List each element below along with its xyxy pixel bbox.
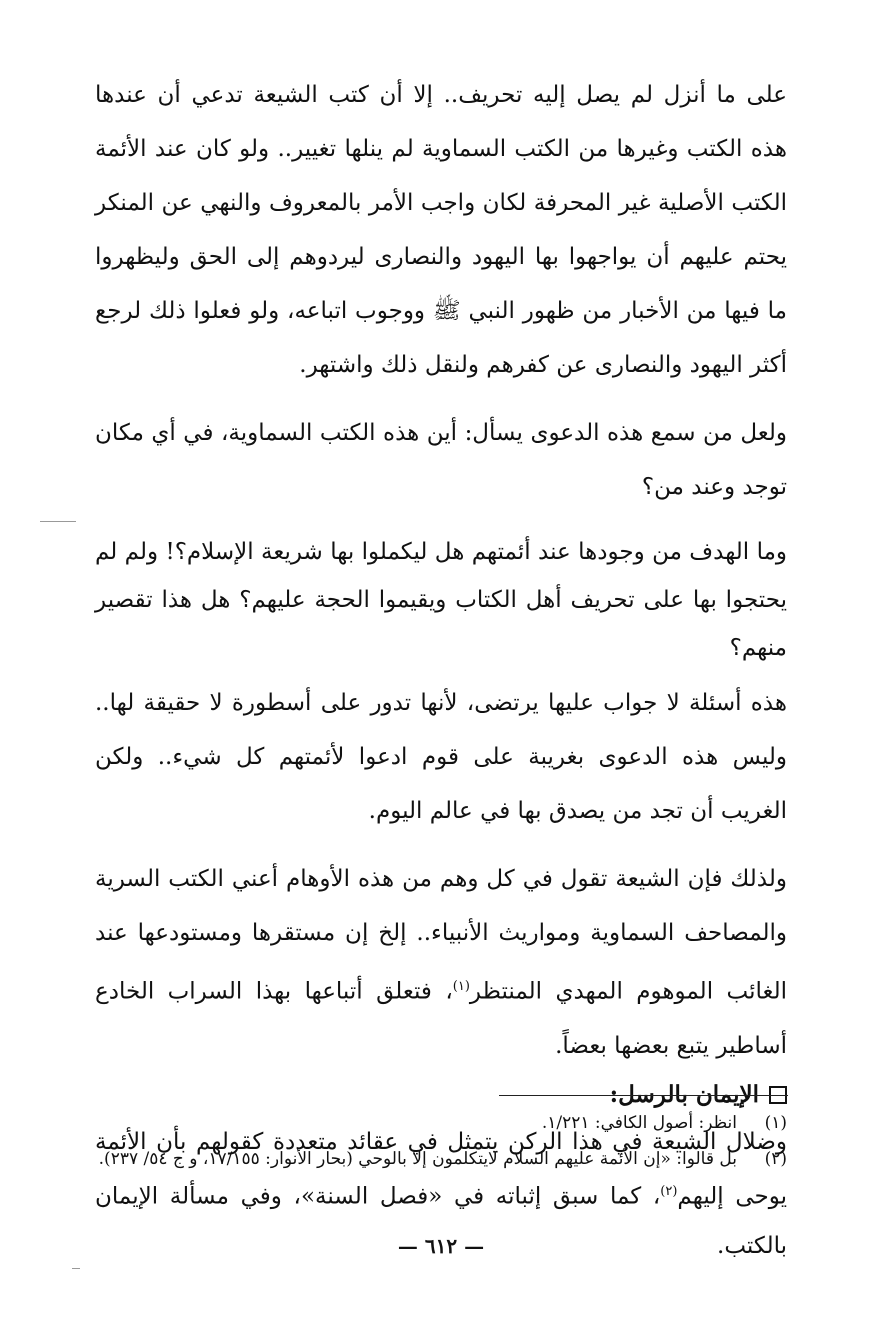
page-number: — ٦١٢ — <box>397 1234 485 1258</box>
paragraph-5-text: ولذلك فإن الشيعة تقول في كل وهم من هذه الأوهام أعني الكتب السرية والمصاحف السماوية ومواريث الأنبياء.. إلخ إن مستقرها ومستودعها عند الغائب الموهوم المهدي المنتظر <box>95 866 787 1005</box>
paragraph-1: على ما أنزل لم يصل إليه تحريف.. إلا أن كتب الشيعة تدعي أن عندها هذه الكتب وغيرها من الكتب السماوية لم ينلها تغيير.. ولو كان عند الأئمة الكتب الأصلية غير المحرفة لكان واجب الأمر بالمعروف والنهي عن المنكر يحتم عليهم أن يواجهوا بها اليهود والنصارى ليردوهم إلى الحق وليظهروا ما فيها من الأخبار من ظهور النبي ﷺ ووجوب اتباعه، ولو فعلوا ذلك لرجع أكثر اليهود والنصارى عن كفرهم ولنقل ذلك واشتهر. <box>95 82 787 378</box>
section-heading-text: الإيمان بالرسل: <box>609 1080 759 1108</box>
scan-mark <box>72 1268 80 1269</box>
body-text <box>95 68 787 1271</box>
footnote-1 <box>95 1105 787 1141</box>
paragraph-6-text-end: ، كما سبق إثباته في «فصل السنة»، وفي مسألة الإيمان بالكتب. <box>95 1183 787 1260</box>
footnotes <box>95 1105 787 1177</box>
paragraph-4: هذه أسئلة لا جواب عليها يرتضى، لأنها تدور على أسطورة لا حقيقة لها.. وليس هذه الدعوى بغريبة على قوم ادعوا لأئمتهم كل شيء.. ولكن الغريب أن تجد من يصدق بها في عالم اليوم. <box>95 690 787 824</box>
paragraph-6-text: وضلال الشيعة في هذا الركن يتمثل في عقائد متعددة كقولهم بأن الأئمة يوحى إليهم <box>95 1128 787 1210</box>
scan-mark <box>40 521 76 522</box>
paragraph-5 <box>95 852 787 1073</box>
paragraph-2: ولعل من سمع هذه الدعوى يسأل: أين هذه الكتب السماوية، في أي مكان توجد وعند من؟ <box>95 420 787 500</box>
paragraph-3: وما الهدف من وجودها عند أئمتهم هل ليكملوا بها شريعة الإسلام؟! ولم لم يحتجوا بها على تحريف أهل الكتاب ويقيموا الحجة عليهم؟ هل هذا تقصير منهم؟ <box>95 539 787 661</box>
footnote-ref-2: (٢) <box>660 1183 678 1199</box>
paragraph-5-text-end: ، فتعلق أتباعها بهذا السراب الخادع أساطير يتبع بعضها بعضاً. <box>95 978 787 1059</box>
footnote-2 <box>95 1141 787 1177</box>
footnote-text: انظر: أصول الكافي: ١/٢٢١. <box>541 1113 737 1133</box>
footnote-number: (٢) <box>764 1149 787 1169</box>
footnote-number: (١) <box>764 1113 787 1133</box>
footnote-text: بل قالوا: «إن الأئمة عليهم السلام لايتكلمون إلا بالوحي (بحار الأنوار: ١٧/١٥٥، و ج ٥٤/ ٢٣٧). <box>98 1149 737 1169</box>
footnote-ref-1: (١) <box>452 979 470 994</box>
footnote-divider <box>499 1095 788 1096</box>
